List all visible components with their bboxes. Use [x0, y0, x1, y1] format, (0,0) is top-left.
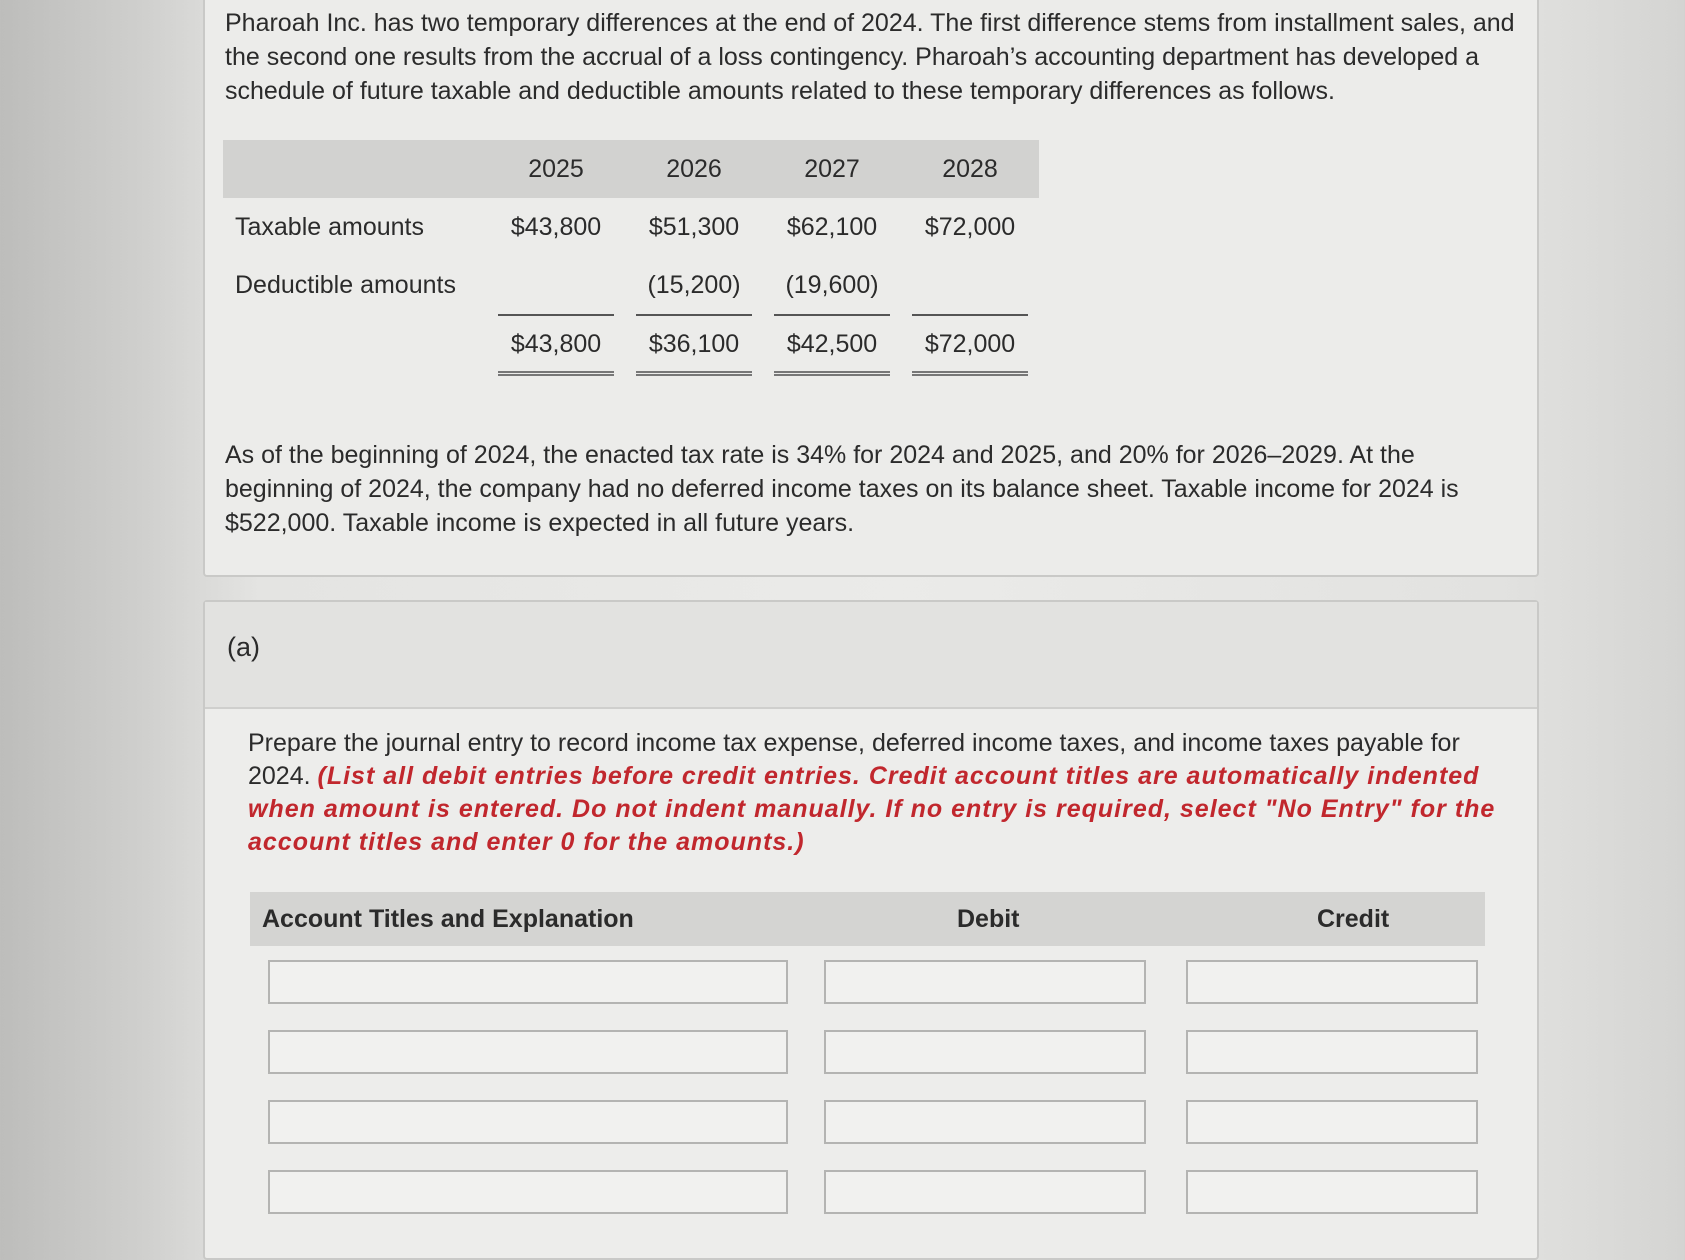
account-title-input[interactable]	[268, 1100, 788, 1144]
debit-amount-input[interactable]	[824, 1170, 1146, 1214]
credit-amount-input[interactable]	[1186, 1030, 1478, 1074]
year-header: 2028	[901, 140, 1039, 198]
table-cell: $72,000	[924, 212, 1016, 241]
row-label: Taxable amounts	[235, 212, 425, 241]
account-title-input[interactable]	[268, 1170, 788, 1214]
part-label: (a)	[227, 632, 260, 662]
year-header: 2026	[625, 140, 763, 198]
credit-amount-input[interactable]	[1186, 1100, 1478, 1144]
credit-amount-input[interactable]	[1186, 960, 1478, 1004]
debit-amount-input[interactable]	[824, 1100, 1146, 1144]
year-header: 2027	[763, 140, 901, 198]
debit-column-header: Debit	[957, 905, 1020, 933]
journal-row	[268, 1170, 1488, 1216]
debit-amount-input[interactable]	[824, 1030, 1146, 1074]
account-title-input[interactable]	[268, 960, 788, 1004]
table-cell: $62,100	[786, 212, 878, 241]
year-header: 2025	[487, 140, 625, 198]
schedule-table	[223, 140, 1039, 376]
instruction-text: Prepare the journal entry to record income tax expense, deferred income taxes, and income taxes payable for 2024.	[248, 729, 1460, 790]
table-cell	[487, 256, 625, 314]
total-cell: $36,100	[636, 314, 752, 376]
account-title-input[interactable]	[268, 1030, 788, 1074]
problem-intro: Pharoah Inc. has two temporary differences at the end of 2024. The first difference stems from installment sales, and the second one results from the accrual of a loss contingency. Pharoah’s accounting department has developed a schedule of future taxable and deductible amounts related to these temporary differences as follows.	[225, 9, 1515, 105]
problem-closing: As of the beginning of 2024, the enacted tax rate is 34% for 2024 and 2025, and 20% for 2026–2029. At the beginning of 2024, the company had no deferred income taxes on its balance sheet. Taxable income for 2024 is $522,000. Taxable income is expected in all future years.	[225, 441, 1459, 537]
total-cell: $42,500	[774, 314, 890, 376]
table-cell	[901, 256, 1039, 314]
totals-label-blank	[223, 314, 487, 376]
instruction-warning: (List all debit entries before credit entries. Credit account titles are automatically indented when amount is entered. Do not indent manually. If no entry is required, select "No Entry" for the account titles and enter 0 for the amounts.)	[248, 762, 1496, 856]
total-cell: $43,800	[498, 314, 614, 376]
row-label: Deductible amounts	[235, 270, 456, 299]
journal-row	[268, 1030, 1488, 1076]
account-column-header: Account Titles and Explanation	[262, 905, 634, 933]
table-cell: $51,300	[648, 212, 740, 241]
total-cell: $72,000	[912, 314, 1028, 376]
journal-header	[250, 892, 1485, 946]
table-cell: (19,600)	[785, 270, 879, 299]
deductible-amounts-row	[223, 256, 1039, 314]
debit-amount-input[interactable]	[824, 960, 1146, 1004]
journal-row	[268, 960, 1488, 1006]
table-cell: $43,800	[510, 212, 602, 241]
schedule-header-blank	[223, 140, 487, 198]
part-a-card	[203, 600, 1539, 1260]
credit-column-header: Credit	[1317, 905, 1390, 933]
journal-row	[268, 1100, 1488, 1146]
taxable-amounts-row	[223, 198, 1039, 256]
credit-amount-input[interactable]	[1186, 1170, 1478, 1214]
part-a-header	[205, 602, 1537, 709]
part-a-instructions	[248, 727, 1498, 859]
problem-card	[203, 0, 1539, 577]
schedule-header-row	[223, 140, 1039, 198]
table-cell: (15,200)	[647, 270, 741, 299]
totals-row	[223, 314, 1039, 376]
